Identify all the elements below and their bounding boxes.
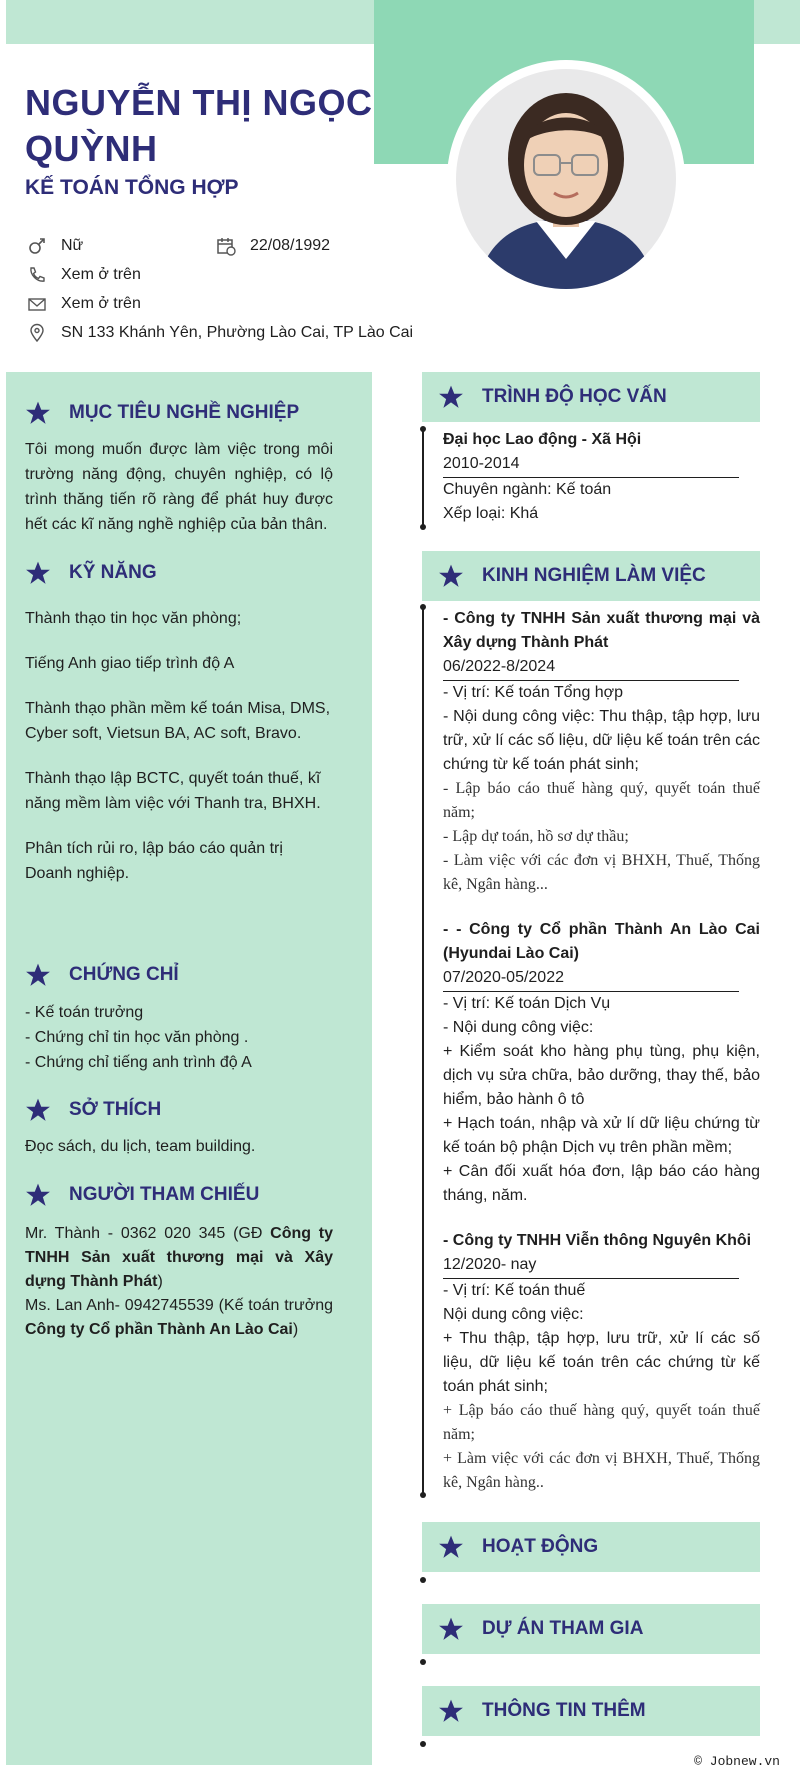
timeline-dot	[420, 1659, 426, 1665]
company-name: - - Công ty Cổ phần Thành An Lào Cai (Hyundai Lào Cai)	[443, 921, 760, 962]
star-icon	[438, 563, 464, 589]
star-icon	[25, 962, 51, 988]
email-value: Xem ở trên	[61, 295, 141, 312]
star-icon	[438, 1698, 464, 1724]
certificate-item: - Chứng chỉ tin học văn phòng .	[25, 1029, 249, 1046]
job-duty: Nội dung công việc:	[443, 1306, 584, 1323]
section-skills-heading: KỸ NĂNG	[25, 560, 157, 586]
section-objective-heading: MỤC TIÊU NGHỀ NGHIỆP	[25, 400, 299, 426]
job-position: - Vị trí: Kế toán thuế	[443, 1282, 586, 1299]
objective-text: Tôi mong muốn được làm việc trong môi trường năng động, chuyên nghiệp, có lộ trình thăng tiến rõ ràng để phát huy được hết các kĩ năng nghề nghiệp của bản thân.	[25, 441, 333, 533]
job-position: - Vị trí: Kế toán Tổng hợp	[443, 684, 624, 701]
address-row	[25, 321, 413, 345]
timeline-dot	[420, 1492, 426, 1498]
experience-entry	[443, 1229, 760, 1495]
job-date: 12/2020- nay	[443, 1253, 739, 1279]
phone-icon	[25, 263, 49, 287]
experience-entry	[443, 607, 760, 897]
phone-row	[25, 263, 141, 287]
school-name: Đại học Lao động - Xã Hội	[443, 431, 642, 448]
education-rank: Xếp loại: Khá	[443, 505, 539, 522]
phone-value: Xem ở trên	[61, 266, 141, 283]
certificate-item: - Kế toán trưởng	[25, 1004, 144, 1021]
job-detail: + Kiểm soát kho hàng phụ tùng, phụ kiện, dịch vụ sửa chữa, bảo dưỡng, thay thế, bảo hiểm, bảo hành ô tô	[443, 1043, 760, 1108]
reference-item: Mr. Thành - 0362 020 345 (GĐ Công ty TNHH Sản xuất thương mại và Xây dựng Thành Phát)	[25, 1225, 334, 1290]
job-detail: + Lập báo cáo thuế hàng quý, quyết toán thuế năm;	[443, 1402, 760, 1443]
gender-row	[25, 234, 83, 258]
education-major: Chuyên ngành: Kế toán	[443, 481, 612, 498]
gender-icon	[25, 234, 49, 258]
timeline-line	[422, 606, 424, 1496]
section-experience-heading: KINH NGHIỆM LÀM VIỆC	[422, 551, 760, 601]
skill-item: Thành thạo lập BCTC, quyết toán thuế, kĩ năng mềm làm việc với Thanh tra, BHXH.	[25, 770, 321, 812]
timeline-dot	[420, 524, 426, 530]
email-row	[25, 292, 141, 316]
experience-entry	[443, 918, 760, 1208]
timeline-dot	[420, 1577, 426, 1583]
job-title: KẾ TOÁN TỔNG HỢP	[25, 176, 239, 199]
job-position: - Vị trí: Kế toán Dịch Vụ	[443, 995, 611, 1012]
job-detail: - Lập báo cáo thuế hàng quý, quyết toán thuế năm;	[443, 780, 760, 821]
section-education-heading: TRÌNH ĐỘ HỌC VẤN	[422, 372, 760, 422]
job-date: 07/2020-05/2022	[443, 966, 739, 992]
timeline-dot	[420, 426, 426, 432]
skill-item: Phân tích rủi ro, lập báo cáo quản trị Doanh nghiệp.	[25, 840, 283, 882]
skill-item: Thành thạo phần mềm kế toán Misa, DMS, Cyber soft, Vietsun BA, AC soft, Bravo.	[25, 700, 331, 742]
job-detail: + Cân đối xuất hóa đơn, lập báo cáo hàng tháng, năm.	[443, 1163, 760, 1204]
section-certificates-heading: CHỨNG CHỈ	[25, 962, 179, 988]
skills-list	[25, 606, 333, 886]
education-entry	[443, 428, 760, 526]
job-duty: - Nội dung công việc: Thu thập, tập hợp, lưu trữ, xử lí các số liệu, dữ liệu kế toán trên các chứng từ kế toán phát sinh;	[443, 708, 760, 773]
section-extra-heading: THÔNG TIN THÊM	[422, 1686, 760, 1736]
timeline-dot	[420, 1741, 426, 1747]
references-list	[25, 1222, 333, 1342]
star-icon	[438, 384, 464, 410]
birthday-value: 22/08/1992	[250, 237, 331, 254]
reference-item: Ms. Lan Anh- 0942745539 (Kế toán trưởng Công ty Cổ phần Thành An Lào Cai)	[25, 1297, 333, 1338]
section-activities-heading: HOẠT ĐỘNG	[422, 1522, 760, 1572]
address-value: SN 133 Khánh Yên, Phường Lào Cai, TP Lào Cai	[61, 324, 414, 341]
certificate-item: - Chứng chỉ tiếng anh trình độ A	[25, 1054, 252, 1071]
star-icon	[25, 1182, 51, 1208]
calendar-icon	[214, 234, 238, 258]
star-icon	[25, 560, 51, 586]
location-pin-icon	[25, 321, 49, 345]
star-icon	[25, 400, 51, 426]
candidate-name: NGUYỄN THỊ NGỌC QUỲNH	[25, 82, 373, 169]
hobbies-text: Đọc sách, du lịch, team building.	[25, 1138, 256, 1155]
section-hobbies-heading: SỞ THÍCH	[25, 1097, 161, 1123]
section-projects-heading: DỰ ÁN THAM GIA	[422, 1604, 760, 1654]
job-detail: - Làm việc với các đơn vị BHXH, Thuế, Thống kê, Ngân hàng...	[443, 852, 760, 893]
job-detail: - Lập dự toán, hồ sơ dự thầu;	[443, 828, 629, 845]
star-icon	[438, 1616, 464, 1642]
star-icon	[25, 1097, 51, 1123]
profile-photo	[447, 60, 685, 298]
timeline-dot	[420, 604, 426, 610]
company-name: - Công ty TNHH Viễn thông Nguyên Khôi	[443, 1232, 752, 1249]
job-detail: + Hạch toán, nhập và xử lí dữ liệu chứng từ kế toán bộ phận Dịch vụ trên phần mềm;	[443, 1115, 760, 1156]
company-name: - Công ty TNHH Sản xuất thương mại và Xây dựng Thành Phát	[443, 610, 760, 651]
certificates-list	[25, 1000, 333, 1075]
gender-value: Nữ	[61, 237, 84, 254]
job-duty: - Nội dung công việc:	[443, 1019, 594, 1036]
birthday-row	[214, 234, 330, 258]
job-detail: + Thu thập, tập hợp, lưu trữ, xử lí các số liệu, dữ liệu kế toán trên các chứng từ kế toán phát sinh;	[443, 1330, 760, 1395]
star-icon	[438, 1534, 464, 1560]
job-date: 06/2022-8/2024	[443, 655, 739, 681]
skill-item: Tiếng Anh giao tiếp trình độ A	[25, 655, 235, 672]
avatar	[456, 69, 676, 289]
mail-icon	[25, 292, 49, 316]
timeline-line	[422, 428, 424, 528]
education-years: 2010-2014	[443, 452, 739, 478]
footer-credit: © Jobnew.vn	[694, 1754, 780, 1769]
skill-item: Thành thạo tin học văn phòng;	[25, 610, 242, 627]
section-references-heading: NGƯỜI THAM CHIẾU	[25, 1182, 259, 1208]
job-detail: + Làm việc với các đơn vị BHXH, Thuế, Thống kê, Ngân hàng..	[443, 1450, 760, 1491]
